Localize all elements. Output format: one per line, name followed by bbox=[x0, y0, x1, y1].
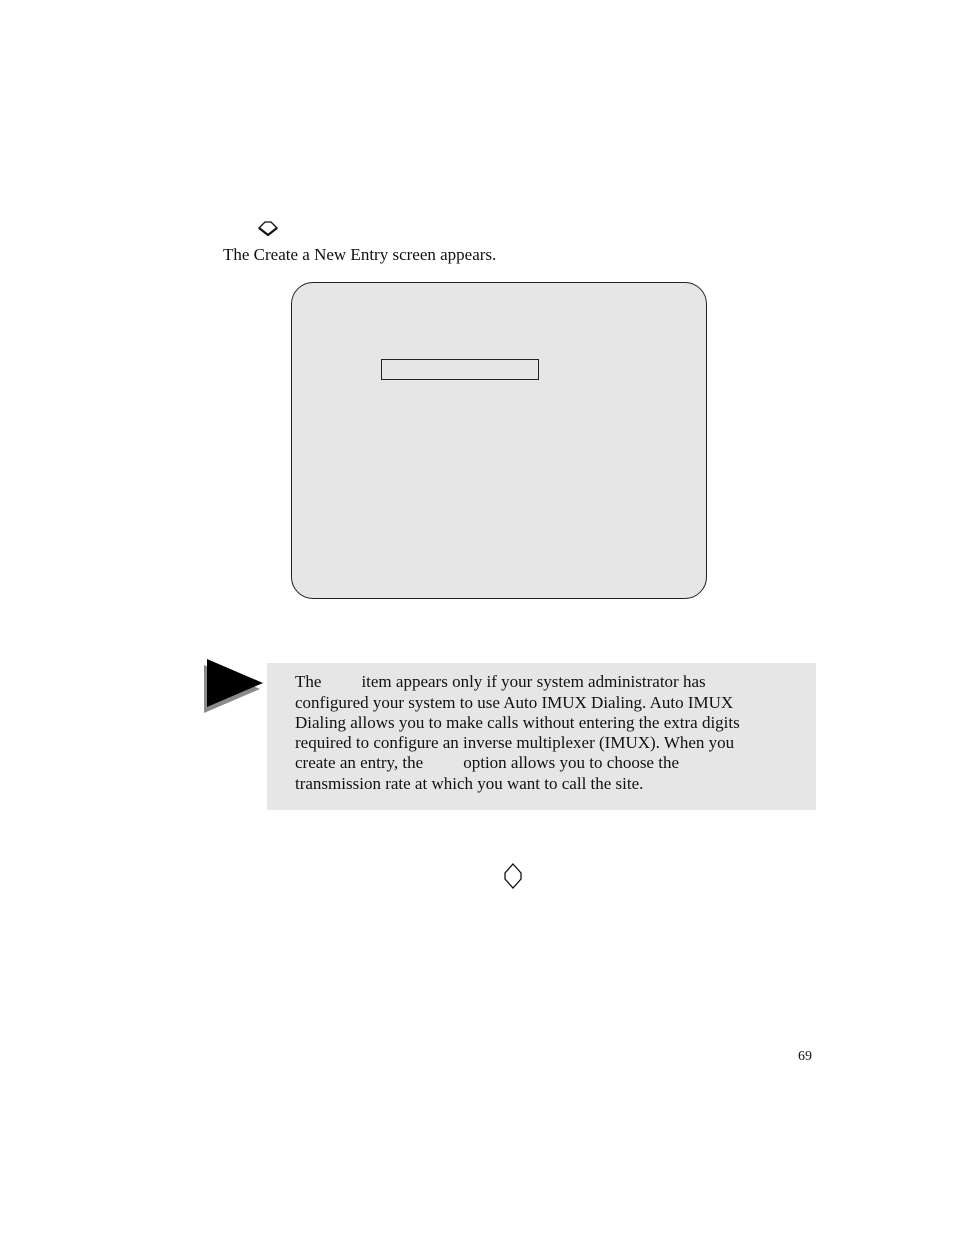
intro-text: The Create a New Entry screen appears. bbox=[223, 245, 497, 264]
note-line-6: transmission rate at which you want to call the site. bbox=[295, 774, 644, 793]
create-entry-screen bbox=[291, 282, 707, 599]
note-line-1: The item appears only if your system administrator has bbox=[295, 672, 706, 691]
diamond-down-icon bbox=[257, 219, 279, 237]
pointer-icon bbox=[201, 656, 265, 716]
page-number: 69 bbox=[798, 1049, 812, 1064]
note-box bbox=[267, 663, 816, 810]
note-line-3: Dialing allows you to make calls without entering the extra digits bbox=[295, 713, 740, 732]
note-line-4: required to configure an inverse multiplexer (IMUX). When you bbox=[295, 733, 735, 752]
entry-name-field[interactable] bbox=[381, 359, 539, 380]
diamond-icon bbox=[502, 862, 524, 890]
note-line-5: create an entry, the option allows you to choose the bbox=[295, 753, 679, 772]
note-line-2: configured your system to use Auto IMUX Dialing. Auto IMUX bbox=[295, 693, 734, 712]
